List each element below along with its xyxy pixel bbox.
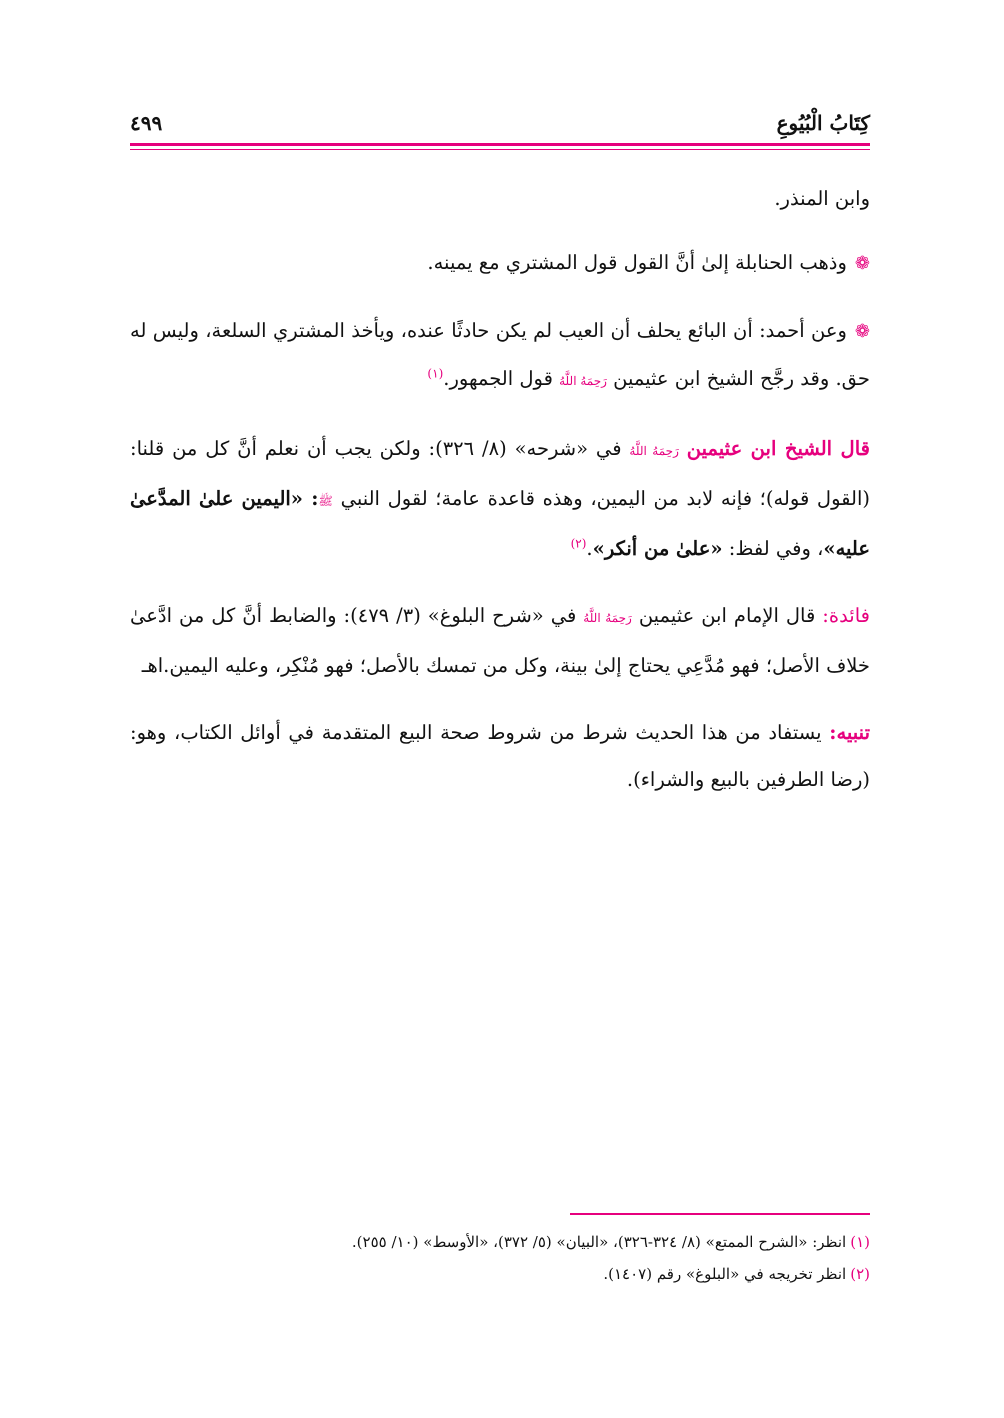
- flower-bullet-icon: ❁: [854, 321, 870, 342]
- paragraph-2-text: وعن أحمد: أن البائع يحلف أن العيب لم يكن حادثًا عنده، ويأخذ المشتري السلعة، وليس له حق. وقد رجَّح الشيخ ابن عثيمين: [130, 319, 870, 390]
- honorific-rahimahullah: رَحِمَهُ اللَّهُ: [583, 611, 632, 625]
- footnote-2-number: (٢): [850, 1265, 870, 1283]
- hadith-quote-1: : «اليمين علىٰ المدَّعىٰ عليه»: [130, 487, 870, 560]
- footnote-1-number: (١): [850, 1233, 870, 1251]
- paragraph-3-lead: قال الشيخ ابن عثيمين: [686, 437, 870, 460]
- footnote-1-text: انظر: «الشرح الممتع» (٨/ ٣٢٤-٣٢٦)، «البيان» (٥/ ٣٧٢)، «الأوسط» (١٠/ ٢٥٥).: [351, 1233, 847, 1251]
- paragraph-5: [130, 709, 870, 803]
- footnote-ref-1[interactable]: (١): [427, 366, 444, 381]
- body-text: [130, 175, 870, 803]
- paragraph-1: [130, 239, 870, 287]
- honorific-rahimahullah: رَحِمَهُ اللَّهُ: [629, 444, 679, 458]
- paragraph-5-text: يستفاد من هذا الحديث شرط من شروط صحة البيع المتقدمة في أوائل الكتاب، وهو: (رضا الطرفين بالبيع والشراء).: [130, 721, 870, 791]
- footnote-2-text: انظر تخريجه في «البلوغ» رقم (١٤٠٧).: [603, 1265, 847, 1283]
- honorific-salla-allah: ﷺ: [318, 494, 333, 508]
- footnote-ref-2[interactable]: (٢): [570, 536, 587, 551]
- footnote-2: [603, 1265, 870, 1283]
- page-header: [130, 105, 870, 145]
- paragraph-1-text: وذهب الحنابلة إلىٰ أنَّ القول قول المشتري مع يمينه.: [427, 251, 847, 274]
- page-number: ٤٩٩: [130, 111, 163, 135]
- paragraph-4-text-b: في «شرح البلوغ» (٣/ ٤٧٩): والضابط أنَّ كل من ادَّعىٰ خلاف الأصل؛ فهو مُدَّعِي يحتاج إلىٰ بينة، وكل من تمسك بالأصل؛ فهو مُنْكِر، وعليه اليمين.اهـ: [130, 604, 870, 677]
- honorific-rahimahullah: رَحِمَهُ اللَّهُ: [559, 374, 607, 388]
- page: [130, 105, 870, 823]
- book-title: كِتَابُ الْبُيُوعِ: [776, 111, 870, 135]
- paragraph-2-tail: قول الجمهور.: [443, 367, 553, 390]
- paragraph-3-end: .: [586, 537, 593, 560]
- header-rule-thick: [130, 143, 870, 146]
- paragraph-4-lead: فائدة:: [822, 604, 870, 627]
- footnote-1: [352, 1233, 870, 1251]
- paragraph-5-lead: تنبيه:: [829, 721, 870, 744]
- footnote-rule: [570, 1213, 870, 1215]
- paragraph-3-text: في «شرحه» (٨/ ٣٢٦): ولكن يجب أن نعلم أنَّ كل من قلنا: (القول قوله)؛ فإنه لابد من اليمين، وهذه قاعدة عامة؛ لقول النبي: [130, 437, 870, 510]
- paragraph-3: [130, 425, 870, 572]
- hadith-quote-2: «علىٰ من أنكر»: [592, 537, 723, 560]
- paragraph-0-text: وابن المنذر.: [774, 187, 870, 210]
- header-rule-thin: [130, 149, 870, 150]
- paragraph-2: [130, 307, 870, 405]
- paragraph-4: [130, 592, 870, 689]
- paragraph-4-text-a: قال الإمام ابن عثيمين: [638, 604, 816, 627]
- flower-bullet-icon: ❁: [854, 253, 870, 274]
- paragraph-3-mid: ، وفي لفظ:: [722, 537, 824, 560]
- paragraph-0: [130, 175, 870, 222]
